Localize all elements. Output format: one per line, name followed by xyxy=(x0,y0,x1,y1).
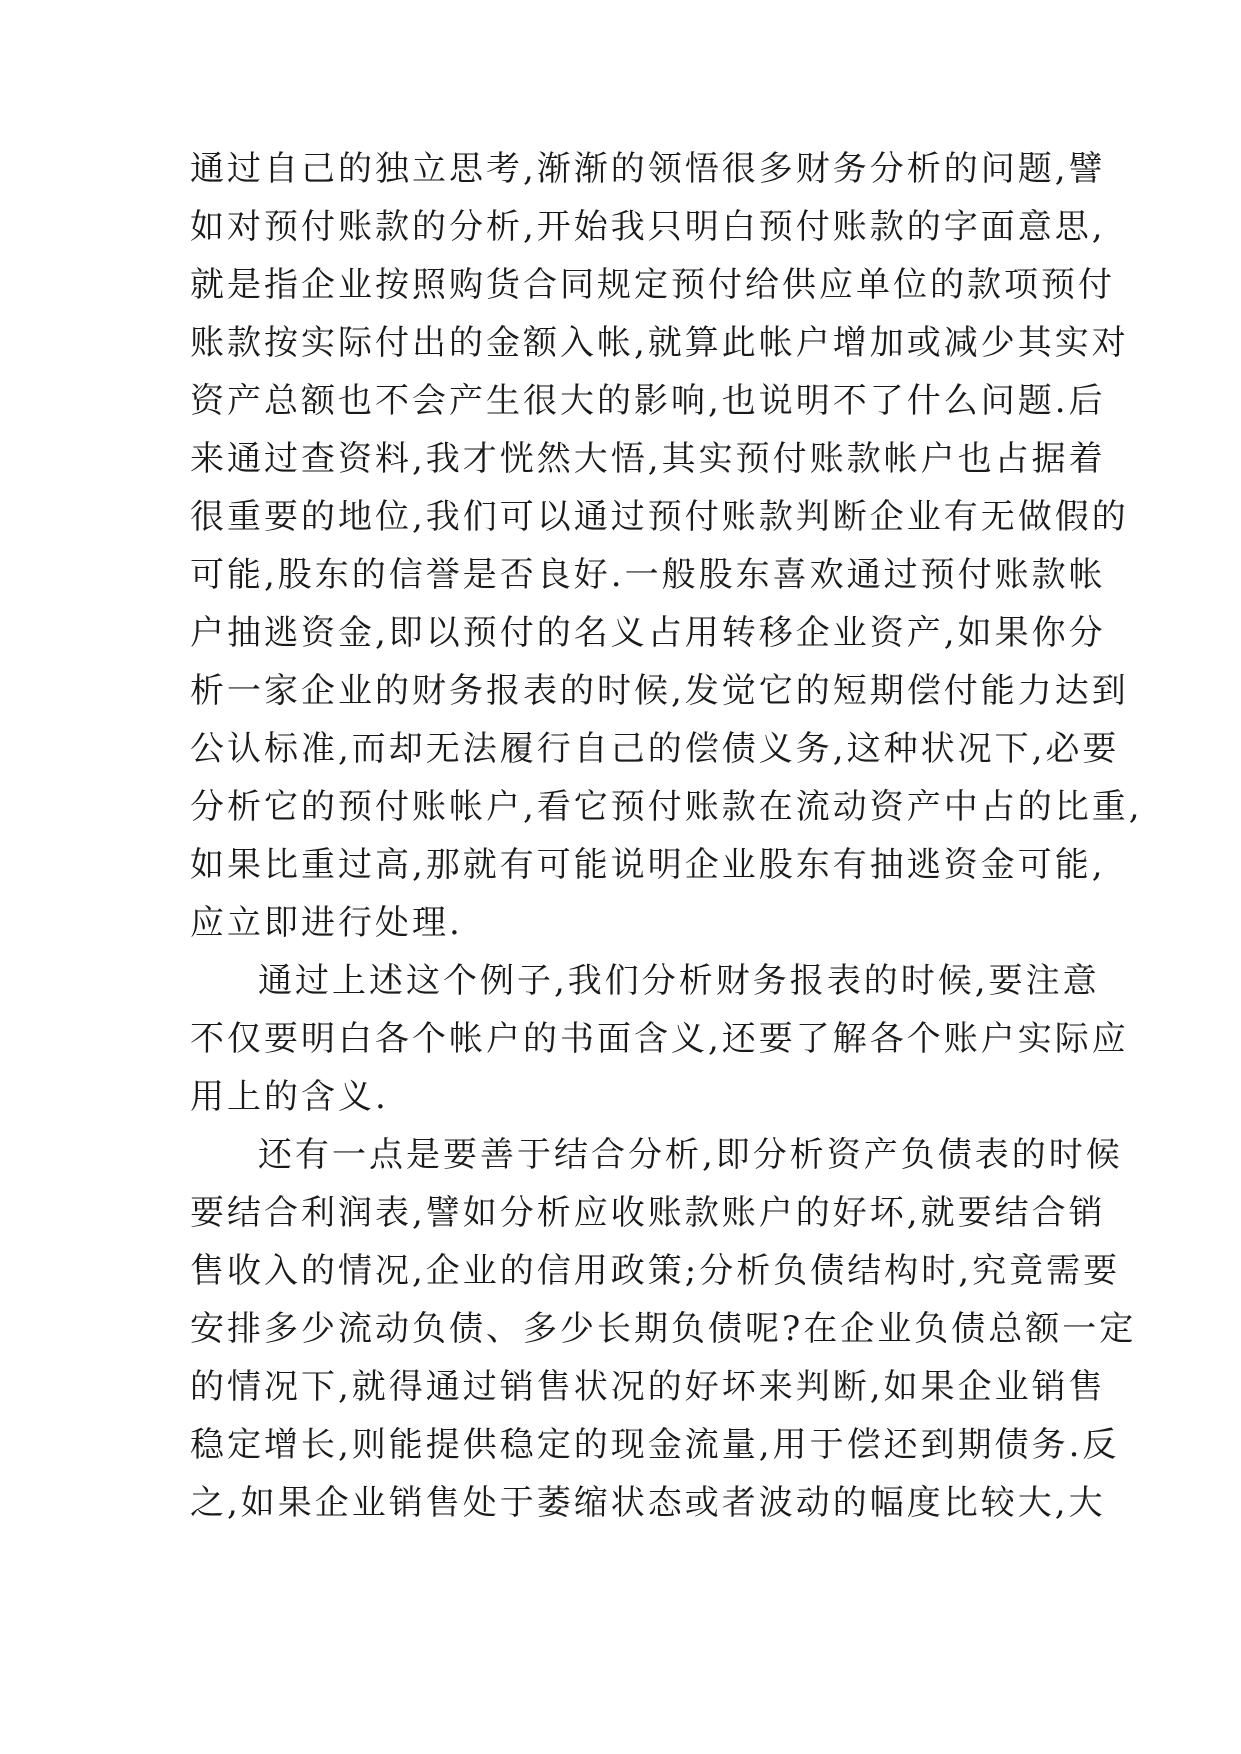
text-line: 公认标准,而却无法履行自己的偿债义务,这种状况下,必要 xyxy=(190,729,1120,769)
text-line: 的情况下,就得通过销售状况的好坏来判断,如果企业销售 xyxy=(190,1367,1106,1407)
text-line: 稳定增长,则能提供稳定的现金流量,用于偿还到期债务.反 xyxy=(190,1425,1120,1465)
text-line: 析一家企业的财务报表的时候,发觉它的短期偿付能力达到 xyxy=(190,671,1129,711)
text-line: 通过自己的独立思考,渐渐的领悟很多财务分析的问题,譬 xyxy=(190,149,1106,189)
paragraph xyxy=(190,140,1143,952)
body-text xyxy=(190,140,1143,1532)
text-line: 账款按实际付出的金额入帐,就算此帐户增加或减少其实对 xyxy=(190,323,1129,363)
text-line: 安排多少流动负债、多少长期负债呢?在企业负债总额一定 xyxy=(190,1309,1137,1349)
text-line: 就是指企业按照购货合同规定预付给供应单位的款项预付 xyxy=(190,265,1115,305)
text-line: 用上的含义. xyxy=(190,1077,389,1117)
text-line: 来通过查资料,我才恍然大悟,其实预付账款帐户也占据着 xyxy=(190,439,1106,479)
paragraph xyxy=(190,952,1129,1126)
text-line: 售收入的情况,企业的信用政策;分析负债结构时,究竟需要 xyxy=(190,1251,1121,1291)
text-line: 之,如果企业销售处于萎缩状态或者波动的幅度比较大,大 xyxy=(190,1483,1106,1523)
text-line: 可能,股东的信誉是否良好.一般股东喜欢通过预付账款帐 xyxy=(190,555,1106,595)
text-line: 如对预付账款的分析,开始我只明白预付账款的字面意思, xyxy=(190,207,1106,247)
paragraph xyxy=(190,1126,1137,1532)
text-line: 资产总额也不会产生很大的影响,也说明不了什么问题.后 xyxy=(190,381,1106,421)
text-line: 如果比重过高,那就有可能说明企业股东有抽逃资金可能, xyxy=(190,845,1106,885)
text-line: 通过上述这个例子,我们分析财务报表的时候,要注意 xyxy=(258,961,1100,1001)
text-line: 很重要的地位,我们可以通过预付账款判断企业有无做假的 xyxy=(190,497,1129,537)
text-line: 户抽逃资金,即以预付的名义占用转移企业资产,如果你分 xyxy=(190,613,1106,653)
text-line: 要结合利润表,譬如分析应收账款账户的好坏,就要结合销 xyxy=(190,1193,1106,1233)
text-line: 分析它的预付账帐户,看它预付账款在流动资产中占的比重, xyxy=(190,787,1143,827)
text-line: 还有一点是要善于结合分析,即分析资产负债表的时候 xyxy=(258,1135,1123,1175)
text-line: 不仅要明白各个帐户的书面含义,还要了解各个账户实际应 xyxy=(190,1019,1129,1059)
text-line: 应立即进行处理. xyxy=(190,903,463,943)
